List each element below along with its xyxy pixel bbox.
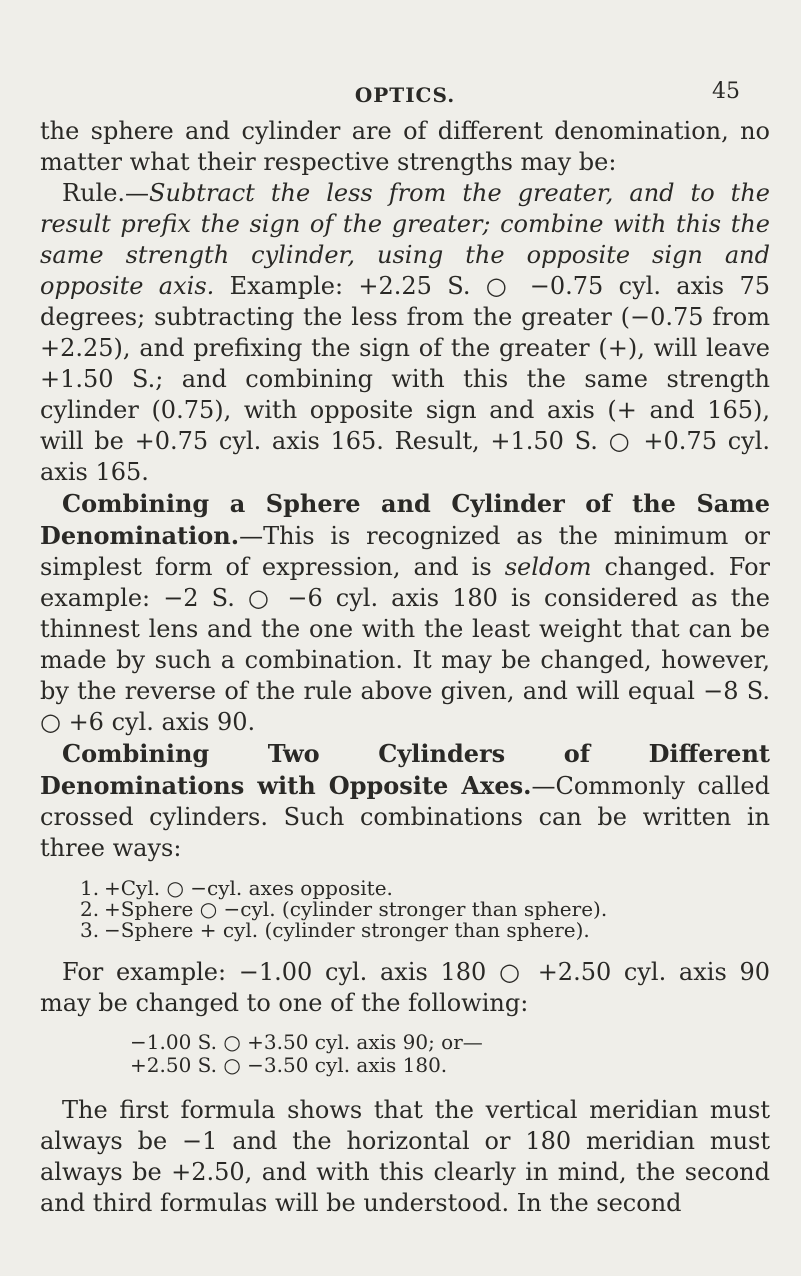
list-number: 3. <box>80 918 100 942</box>
list-item <box>80 899 770 920</box>
paragraph-same-denomination <box>40 488 770 738</box>
section-heading-crossed-cylinders: Combining Two Cylinders of Different Denominations with Opposite Axes. <box>40 739 770 800</box>
paragraph-text: changed. For example: −2 S. ○ −6 cyl. axis 180 is considered as the thinnest lens and the one with the least weight that can be made by such a combination. It may be changed, however, by the reverse of the rule above given, and will equal −8 S. ○ +6 cyl. axis 90. <box>40 553 770 736</box>
formula-line: −1.00 S. ○ +3.50 cyl. axis 90; or— <box>130 1030 483 1054</box>
paragraph-final: The first formula shows that the vertical meridian must always be −1 and the horizontal or 180 meridian must always be +2.50, and with this clearly in mind, the second and third formulas will be understood. In the second <box>40 1096 770 1217</box>
formula-line: +2.50 S. ○ −3.50 cyl. axis 180. <box>130 1053 448 1077</box>
rule-text: Subtract the less from the greater, and to the result prefix the sign of the greater; combine with this the same strength cylinder, using the opposite sign and opposite axis. <box>40 179 770 300</box>
paragraph-text: —This is recognized as the minimum or simplest form of expression, and is <box>40 522 770 581</box>
running-head <box>40 79 770 109</box>
ways-list <box>80 878 770 941</box>
list-text: −Sphere + cyl. (cylinder stronger than sphere). <box>104 918 590 942</box>
list-text: +Sphere ○ −cyl. (cylinder stronger than sphere). <box>104 897 608 921</box>
paragraph-crossed-cylinders <box>40 738 770 864</box>
running-title: OPTICS. <box>354 83 456 107</box>
list-number: 2. <box>80 897 100 921</box>
paragraph-text: —Commonly called crossed cylinders. Such combinations can be written in three ways: <box>40 772 770 862</box>
section-heading-same-denomination: Combining a Sphere and Cylinder of the Same Denomination. <box>40 489 770 550</box>
formula-block <box>130 1031 770 1077</box>
rule-label: Rule.— <box>62 179 150 207</box>
list-item <box>80 920 770 941</box>
page-body <box>40 116 770 1219</box>
list-number: 1. <box>80 876 100 900</box>
list-text: +Cyl. ○ −cyl. axes opposite. <box>104 876 393 900</box>
paragraph-continuation: the sphere and cylinder are of different denomination, no matter what their respective strengths may be: <box>40 117 770 176</box>
page-number: 45 <box>712 79 740 104</box>
paragraph-rule <box>40 178 770 488</box>
rule-example: Example: +2.25 S. ○ −0.75 cyl. axis 75 degrees; subtracting the less from the greater (−0.75 from +2.25), and prefixing the sign of the greater (+), will leave +1.50 S.; and combining with this the same strength cylinder (0.75), with opposite sign and axis (+ and 165), will be +0.75 cyl. axis 165. Result, +1.50 S. ○ +0.75 cyl. axis 165. <box>40 272 770 486</box>
paragraph-example: For example: −1.00 cyl. axis 180 ○ +2.50 cyl. axis 90 may be changed to one of the following: <box>40 958 770 1017</box>
emphasis-text: seldom <box>504 553 592 581</box>
list-item <box>80 878 770 899</box>
